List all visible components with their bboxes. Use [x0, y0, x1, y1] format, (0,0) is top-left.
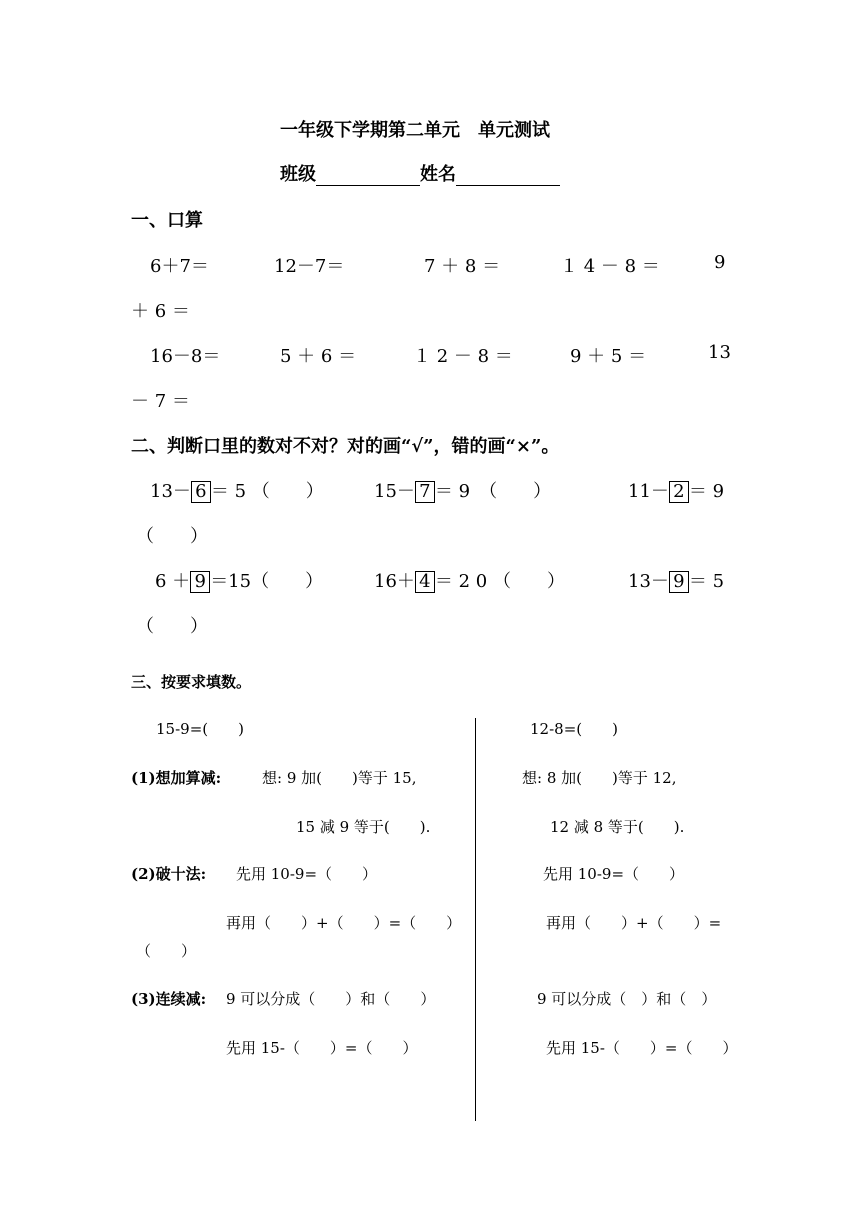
section-2-heading: 二、判断口里的数对不对？对的画“√”，错的画“×”。	[131, 436, 560, 457]
mental-calc-item: 6＋7＝	[150, 256, 209, 277]
number-box: 6	[191, 481, 211, 503]
judge-item: 6 ＋ 9 ＝15（ ）	[155, 571, 324, 592]
number-box: 9	[669, 571, 689, 593]
name-label: 姓名	[420, 164, 456, 185]
mental-calc-item: 12－7＝	[274, 256, 345, 277]
left-method-2-wrap: （ ）	[136, 942, 197, 960]
judge-item: 13－ 6 ＝ 5 （ ）	[150, 481, 324, 502]
mental-calc-item: １ 4 － 8 ＝	[560, 256, 660, 277]
judge-item: 11－ 2 ＝ 9	[628, 481, 725, 502]
left-method-3-line-b: 先用 15-（ ）=（ ）	[226, 1039, 418, 1057]
right-method-1-line-b: 12 减 8 等于( ).	[550, 818, 685, 836]
section-1-heading: 一、口算	[131, 210, 203, 231]
student-info-line	[280, 160, 560, 186]
judge-item: 13－ 9 ＝ 5	[628, 571, 725, 592]
mental-calc-item: 9	[714, 252, 726, 273]
answer-paren[interactable]: （ ）	[136, 526, 208, 547]
mental-calc-item: 16－8＝	[150, 346, 221, 367]
judge-item: 15－ 7 ＝ 9 （ ）	[374, 481, 552, 502]
class-label: 班级	[280, 164, 316, 185]
mental-calc-item: 13	[708, 342, 731, 363]
left-method-1-line-a: 想: 9 加( )等于 15,	[262, 769, 417, 787]
number-box: 7	[415, 481, 435, 503]
answer-paren[interactable]: （ ）	[136, 616, 208, 637]
mental-calc-item: 7 ＋ 8 ＝	[424, 256, 501, 277]
mental-calc-wrap: ＋ 6 ＝	[131, 301, 190, 322]
right-method-1-line-a: 想: 8 加( )等于 12,	[522, 769, 677, 787]
judge-item: 16＋ 4 ＝ 2 0 （ ）	[374, 571, 565, 592]
mental-calc-wrap: － 7 ＝	[131, 391, 190, 412]
method-3-label: (3)连续减:	[131, 990, 207, 1008]
right-method-3-line-b: 先用 15-（ ）=（ ）	[546, 1039, 738, 1057]
section-3-heading: 三、按要求填数。	[131, 673, 252, 691]
left-equation: 15-9=( )	[156, 720, 244, 738]
left-method-1-line-b: 15 减 9 等于( ).	[296, 818, 431, 836]
mental-calc-item: 9 ＋ 5 ＝	[570, 346, 647, 367]
number-box: 9	[190, 571, 210, 593]
method-1-label: (1)想加算减:	[131, 769, 222, 787]
right-method-2-line-a: 先用 10-9=（ ）	[543, 865, 685, 883]
column-divider	[475, 718, 476, 1121]
mental-calc-item: １ 2 － 8 ＝	[413, 346, 513, 367]
number-box: 4	[415, 571, 435, 593]
right-method-3-line-a: 9 可以分成（ ）和（ ）	[537, 990, 717, 1008]
left-method-2-line-a: 先用 10-9=（ ）	[236, 865, 378, 883]
method-2-label: (2)破十法:	[131, 865, 207, 883]
right-equation: 12-8=( )	[530, 720, 618, 738]
class-blank[interactable]	[316, 165, 420, 186]
left-method-3-line-a: 9 可以分成（ ）和（ ）	[226, 990, 436, 1008]
page-title: 一年级下学期第二单元 单元测试	[280, 120, 550, 141]
left-method-2-line-b: 再用（ ）+（ ）=（ ）	[226, 914, 462, 932]
number-box: 2	[669, 481, 689, 503]
mental-calc-item: 5 ＋ 6 ＝	[280, 346, 357, 367]
name-blank[interactable]	[456, 165, 560, 186]
right-method-2-line-b: 再用（ ）+（ ）=	[546, 914, 722, 932]
